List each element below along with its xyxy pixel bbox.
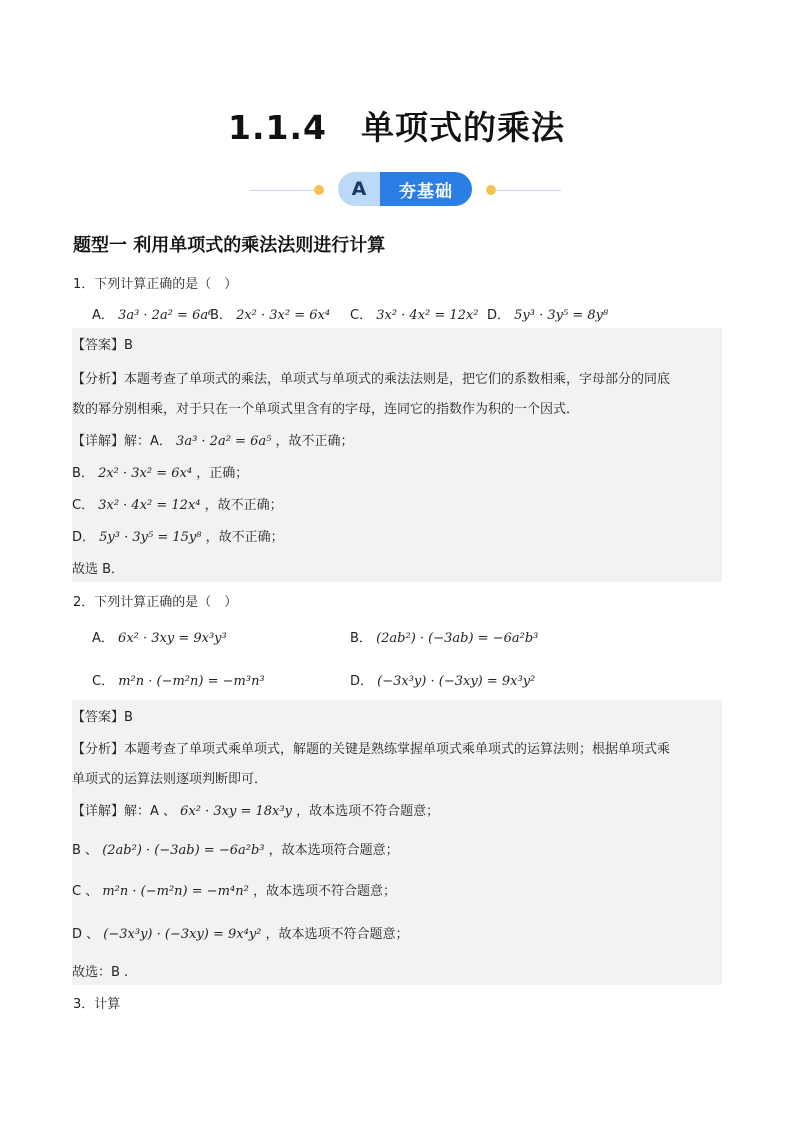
banner-letter: A bbox=[338, 172, 380, 206]
option-label: B． bbox=[350, 631, 372, 646]
option-label: C． bbox=[350, 308, 373, 323]
detail-expr: 6x² · 3xy = 18x³y bbox=[180, 804, 292, 819]
option-label: D． bbox=[487, 308, 511, 323]
detail-expr: 3x² · 4x² = 12x⁴ bbox=[98, 498, 201, 513]
q1-answer: 【答案】B bbox=[72, 338, 133, 353]
q2-detail-d bbox=[72, 923, 409, 942]
question-1-stem: 1．下列计算正确的是（ ） bbox=[73, 277, 238, 292]
option-expr: 2x² · 3x² = 6x⁴ bbox=[236, 308, 331, 323]
q2-answer: 【答案】B bbox=[72, 710, 133, 725]
option-label: A． bbox=[92, 308, 114, 323]
q1-solution-box bbox=[72, 328, 722, 582]
option-expr: (2ab²) · (−3ab) = −6a²b³ bbox=[376, 631, 539, 646]
detail-suffix: ，故本选项符合题意； bbox=[268, 843, 399, 858]
detail-expr: 5y³ · 3y⁵ = 15y⁸ bbox=[99, 530, 202, 545]
detail-expr: m²n · (−m²n) = −m⁴n² bbox=[102, 884, 249, 899]
q1-detail-c bbox=[72, 494, 283, 513]
q1-detail-d bbox=[72, 526, 284, 545]
banner-right-line bbox=[495, 190, 561, 191]
detail-prefix: D 、 bbox=[72, 927, 100, 942]
detail-suffix: ，故不正确； bbox=[275, 434, 354, 449]
q2-detail-c bbox=[72, 880, 396, 899]
option-label: A． bbox=[92, 631, 114, 646]
q2-option-b bbox=[350, 627, 538, 646]
detail-prefix: 【详解】解：A 、 bbox=[72, 804, 177, 819]
detail-prefix: 【详解】解：A． bbox=[72, 434, 172, 449]
detail-prefix: C 、 bbox=[72, 884, 99, 899]
question-3-stem: 3．计算 bbox=[73, 997, 121, 1012]
q1-option-c bbox=[350, 304, 479, 323]
q1-option-b bbox=[210, 304, 330, 323]
detail-expr: 2x² · 3x² = 6x⁴ bbox=[98, 466, 193, 481]
detail-prefix: D． bbox=[72, 530, 96, 545]
q2-conclusion: 故选：B . bbox=[72, 965, 129, 980]
banner-left-line bbox=[250, 190, 316, 191]
option-expr: m²n · (−m²n) = −m³n³ bbox=[118, 674, 265, 689]
banner-pill bbox=[338, 172, 472, 206]
detail-expr: (−3x³y) · (−3xy) = 9x⁴y² bbox=[103, 927, 262, 942]
section-banner bbox=[0, 170, 793, 210]
detail-suffix: ，故本选项不符合题意； bbox=[296, 804, 440, 819]
question-2-stem: 2．下列计算正确的是（ ） bbox=[73, 595, 238, 610]
detail-expr: 3a³ · 2a² = 6a⁵ bbox=[176, 434, 272, 449]
q1-option-d bbox=[487, 304, 608, 323]
detail-suffix: ，故本选项不符合题意； bbox=[252, 884, 396, 899]
detail-expr: (2ab²) · (−3ab) = −6a²b³ bbox=[102, 843, 265, 858]
detail-prefix: B 、 bbox=[72, 843, 99, 858]
q2-analysis-line-1: 【分析】本题考查了单项式乘单项式，解题的关键是熟练掌握单项式乘单项式的运算法则；根据单项式乘 bbox=[72, 742, 671, 757]
page-title: 1.1.4 单项式的乘法 bbox=[228, 108, 565, 147]
q1-option-a bbox=[92, 304, 213, 323]
banner-label: 夯基础 bbox=[380, 172, 472, 206]
option-expr: 5y³ · 3y⁵ = 8y⁸ bbox=[514, 308, 609, 323]
option-label: B． bbox=[210, 308, 232, 323]
q2-analysis-line-2: 单项式的运算法则逐项判断即可． bbox=[72, 772, 268, 787]
option-label: C． bbox=[92, 674, 115, 689]
q1-detail-b bbox=[72, 462, 248, 481]
detail-prefix: B． bbox=[72, 466, 94, 481]
section-heading: 题型一 利用单项式的乘法法则进行计算 bbox=[73, 235, 386, 256]
detail-prefix: C． bbox=[72, 498, 95, 513]
q1-analysis-line-1: 【分析】本题考查了单项式的乘法，单项式与单项式的乘法法则是，把它们的系数相乘，字母部分的同底 bbox=[72, 372, 671, 387]
q2-detail-a bbox=[72, 800, 439, 819]
option-expr: (−3x³y) · (−3xy) = 9x³y² bbox=[377, 674, 536, 689]
detail-suffix: ，故本选项不符合题意； bbox=[265, 927, 409, 942]
option-expr: 3x² · 4x² = 12x² bbox=[376, 308, 479, 323]
option-expr: 3a³ · 2a² = 6a⁶ bbox=[118, 308, 214, 323]
q2-detail-b bbox=[72, 839, 399, 858]
detail-suffix: ，故不正确； bbox=[205, 530, 284, 545]
q2-option-d bbox=[350, 670, 535, 689]
option-expr: 6x² · 3xy = 9x³y³ bbox=[118, 631, 227, 646]
q1-analysis-line-2: 数的幂分别相乘，对于只在一个单项式里含有的字母，连同它的指数作为积的一个因式． bbox=[72, 402, 580, 417]
q1-detail-a bbox=[72, 430, 353, 449]
detail-suffix: ，故不正确； bbox=[204, 498, 283, 513]
q1-conclusion: 故选 B． bbox=[72, 562, 125, 577]
detail-suffix: ，正确； bbox=[196, 466, 249, 481]
option-label: D． bbox=[350, 674, 374, 689]
q2-option-c bbox=[92, 670, 265, 689]
q2-solution-box bbox=[72, 700, 722, 985]
banner-left-dot bbox=[314, 185, 324, 195]
q2-option-a bbox=[92, 627, 227, 646]
